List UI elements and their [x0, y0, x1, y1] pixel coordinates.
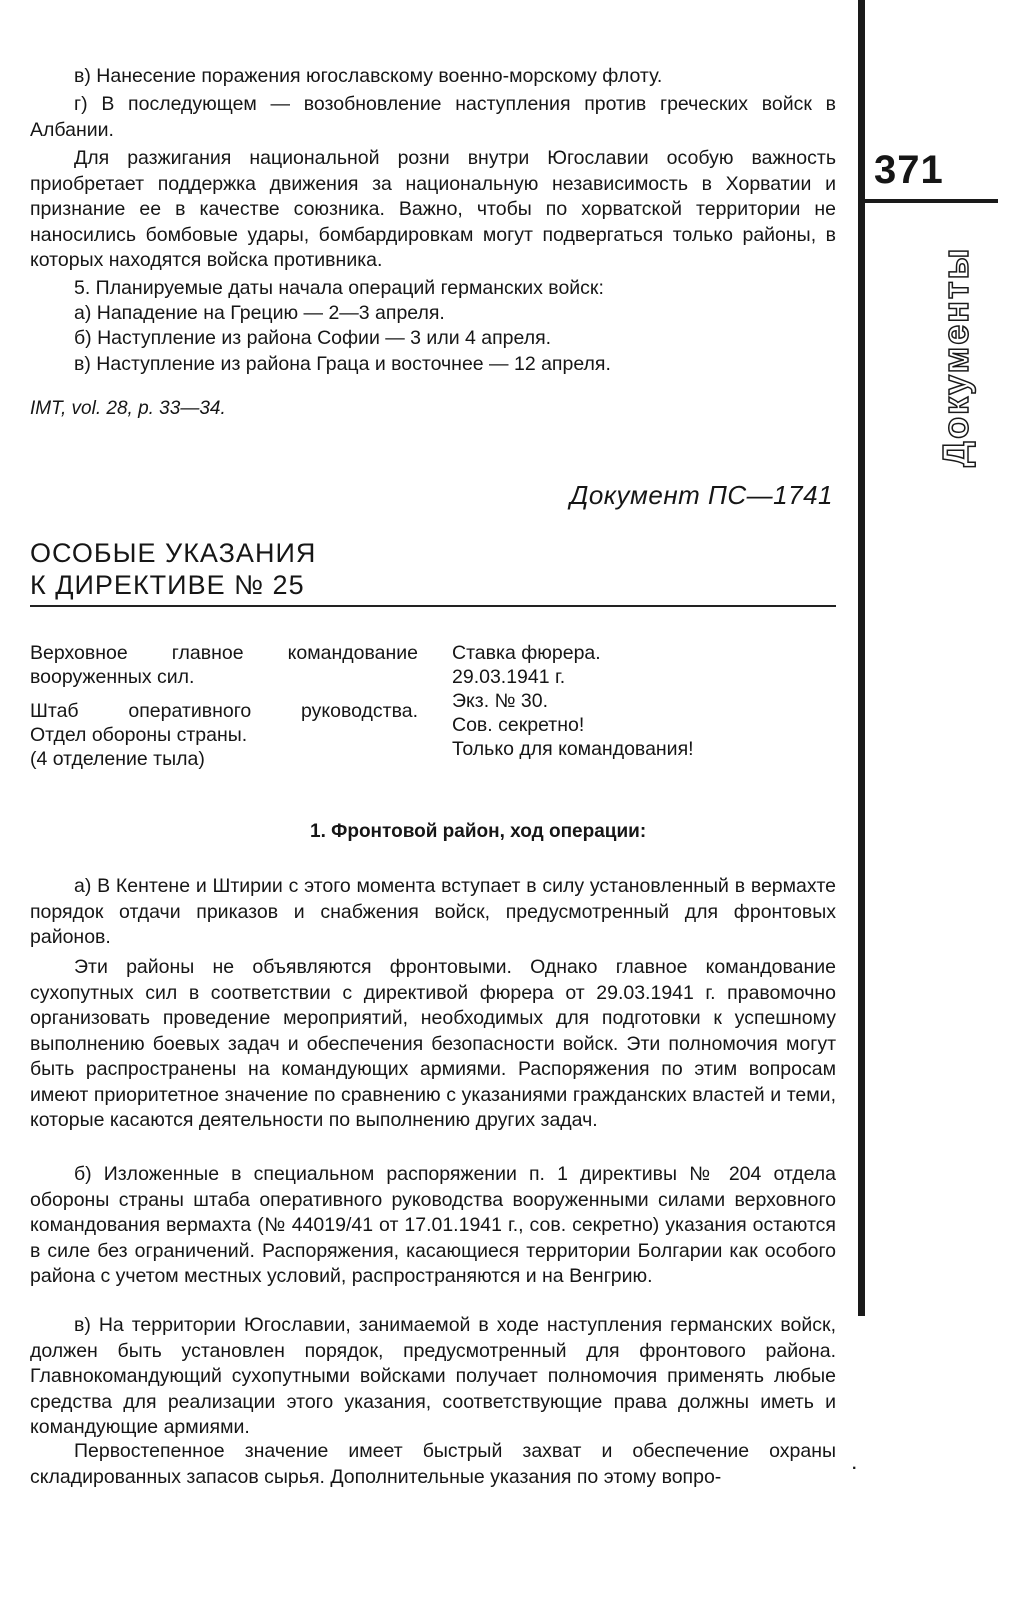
- paragraph-croatia: Для разжигания национальной розни внутри Югославии особую важность приобретает поддержка движения за национальную независимость в Хорватии и признание ее в качестве союзника. Важно, чтобы по хорватской территории не наносились бомбовые удары, бомбардировкам могут подвергаться только районы, в которых находятся войска противника.: [30, 147, 836, 271]
- paragraph-kenten-styria: а) В Кентене и Штирии с этого момента вступает в силу установленный в вермахте порядок отдачи приказов и снабжения войск, предусмотренный для фронтовых районов.: [30, 875, 836, 948]
- title-line: ОСОБЫЕ УКАЗАНИЯ: [30, 538, 317, 568]
- document-title: [30, 537, 316, 601]
- section-heading: 1. Фронтовой район, ход операции:: [310, 821, 647, 842]
- document-number: Документ ПС—1741: [570, 480, 833, 510]
- header-right-line: 29.03.1941 г.: [452, 666, 566, 688]
- title-divider: [30, 605, 836, 607]
- header-left-line: (4 отделение тыла): [30, 748, 205, 770]
- header-right-line: Экз. № 30.: [452, 690, 548, 712]
- paragraph-yugoslavia-territory: в) На территории Югославии, занимаемой в ходе наступления германских войск, должен быть установлен порядок, предусмотренный для фронтового района. Главнокомандующий сухопутными войсками получает полномочия применять любые средства для реализации этого указания, соответствующие права должны иметь и командующие армиями.: [30, 1314, 836, 1438]
- paragraph-not-front-areas: Эти районы не объявляются фронтовыми. Однако главное командование сухопутных сил в соответствии с директивой фюрера от 29.03.1941 г. правомочно организовать проведение мероприятий, необходимых для подготовки к успешному выполнению боевых задач и обеспечения безопасности войск. Эти полномочия могут быть распространены на командующих армиями. Распоряжения по этим вопросам имеют приоритетное значение по сравнению с указаниями гражданских властей и теми, которые касаются деятельности по выполнению других задач.: [30, 956, 836, 1131]
- paragraph-directive-204: б) Изложенные в специальном распоряжении п. 1 директивы № 204 отдела обороны страны штаба оперативного руководства вооруженными силами верховного командования вермахта (№ 44019/41 от 17.01.1941 г., сов. секретно) указания остаются в силе без ограничений. Распоряжения, касающиеся территории Болгарии как особого района с учетом местных условий, распространяются и на Венгрию.: [30, 1163, 836, 1287]
- header-left-line: Штаб оперативного руководства.: [30, 700, 418, 722]
- header-left-line: Отдел обороны страны.: [30, 724, 248, 746]
- section-vertical-label: Документы: [935, 246, 976, 467]
- source-citation: IMT, vol. 28, p. 33—34.: [30, 398, 226, 419]
- page-number-underline: [858, 199, 998, 203]
- header-right-column: [452, 641, 694, 761]
- header-right-line: Сов. секретно!: [452, 714, 585, 736]
- header-right-line: Только для командования!: [452, 738, 694, 760]
- page-number: 371: [874, 148, 944, 192]
- paragraph-resume-offensive: г) В последующем — возобновление наступления против греческих войск в Албании.: [30, 93, 836, 141]
- paragraph-date-sofia: б) Наступление из района Софии — 3 или 4 апреля.: [74, 327, 552, 349]
- paragraph-raw-materials: Первостепенное значение имеет быстрый захват и обеспечение охраны складированных запасов сырья. Дополнительные указания по этому вопро-: [30, 1440, 836, 1488]
- header-left-line: вооруженных сил.: [30, 666, 195, 688]
- title-line: К ДИРЕКТИВЕ № 25: [30, 570, 305, 600]
- margin-vertical-bar: [858, 0, 865, 1316]
- header-left-line: Верховное главное командование: [30, 642, 418, 664]
- paragraph-date-greece: а) Нападение на Грецию — 2—3 апреля.: [74, 302, 445, 324]
- paragraph-date-graz: в) Наступление из района Граца и восточнее — 12 апреля.: [74, 353, 611, 375]
- margin-mark: ·: [852, 1460, 858, 1477]
- header-right-line: Ставка фюрера.: [452, 642, 601, 664]
- paragraph-navy-defeat: в) Нанесение поражения югославскому военно-морскому флоту.: [74, 65, 663, 87]
- paragraph-planned-dates: 5. Планируемые даты начала операций германских войск:: [74, 277, 604, 299]
- header-left-column: [30, 641, 418, 771]
